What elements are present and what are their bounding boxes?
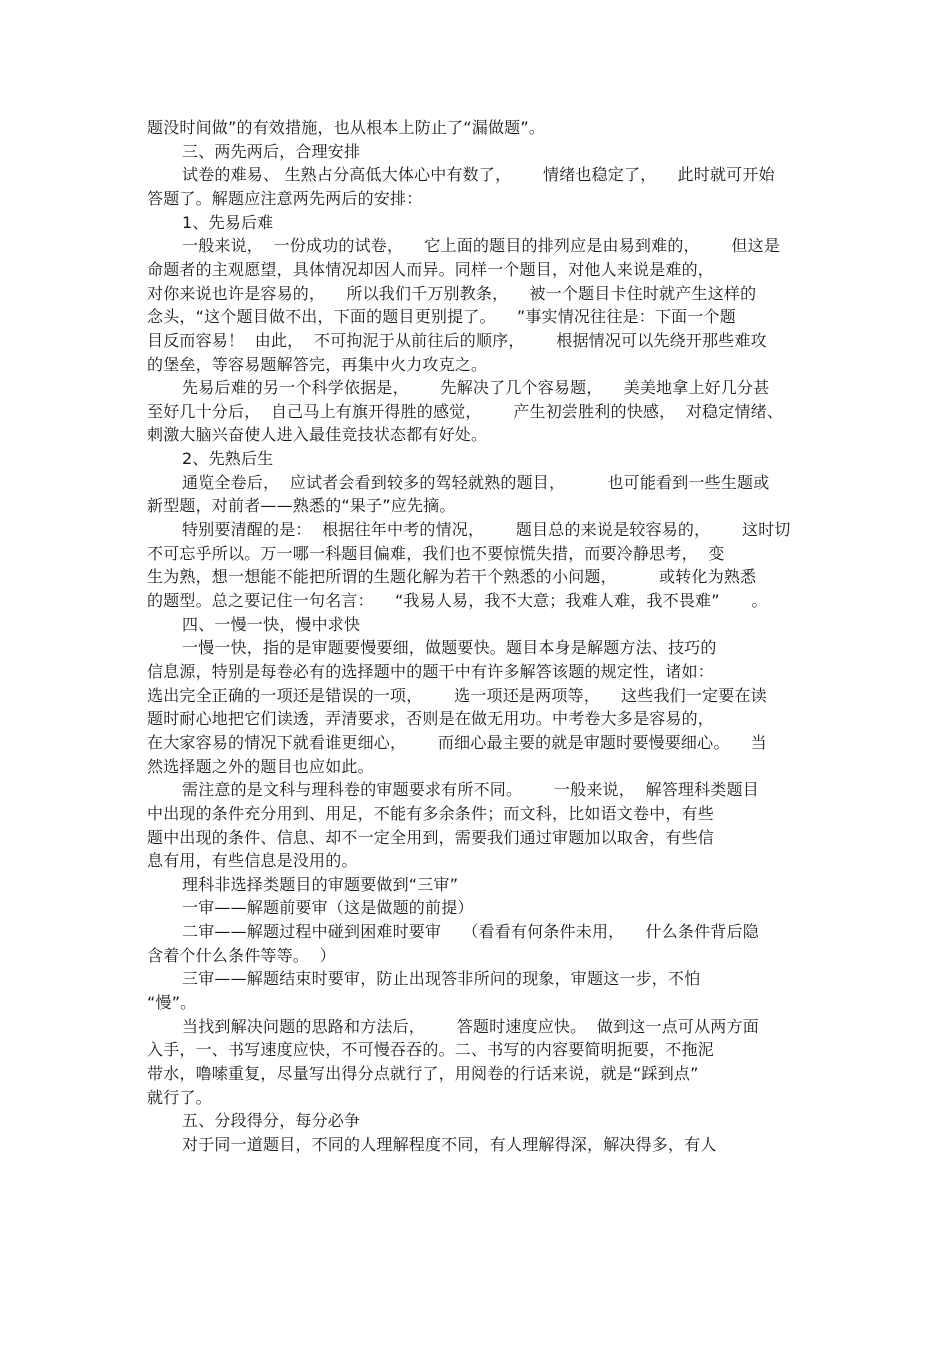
text-line: 先易后难的另一个科学依据是， 先解决了几个容易题， 美美地拿上好几分甚 xyxy=(182,378,770,397)
text-line: 含着个什么条件等等。 ） xyxy=(147,946,336,965)
text-line: 刺激大脑兴奋使人进入最佳竞技状态都有好处。 xyxy=(147,425,488,444)
text-line: 带水，噜嗦重复，尽量写出得分点就行了，用阅卷的行话来说，就是“踩到点” xyxy=(147,1064,699,1083)
text-line: 对于同一道题目，不同的人理解程度不同，有人理解得深，解决得多，有人 xyxy=(182,1135,717,1154)
text-line: 三审——解题结束时要审，防止出现答非所问的现象，审题这一步，不怕 xyxy=(182,969,701,988)
text-line: 题时耐心地把它们读透，弄清要求，否则是在做无用功。中考卷大多是容易的， xyxy=(147,709,715,728)
text-line: 一般来说， 一份成功的试卷， 它上面的题目的排列应是由易到难的， 但这是 xyxy=(182,236,781,255)
text-line: 二审——解题过程中碰到困难时要审 （看看有何条件未用， 什么条件背后隐 xyxy=(182,922,759,941)
text-line: 目反而容易！ 由此， 不可拘泥于从前往后的顺序， 根据情况可以先绕开那些难攻 xyxy=(147,331,767,350)
text-line: 的题型。总之要记住一句名言： “我易人易，我不大意；我难人难，我不畏难” 。 xyxy=(147,591,768,610)
text-line: 试卷的难易、 生熟占分高低大体心中有数了， 情绪也稳定了， 此时就可开始 xyxy=(182,165,775,184)
text-line: 题中出现的条件、信息、却不一定全用到，需要我们通过审题加以取舍，有些信 xyxy=(147,828,715,847)
text-line: 四、一慢一快，慢中求快 xyxy=(182,615,361,634)
text-line: 通览全卷后， 应试者会看到较多的驾轻就熟的题目， 也可能看到一些生题或 xyxy=(182,473,770,492)
text-line: 在大家容易的情况下就看谁更细心， 而细心最主要的就是审题时要慢要细心。 当 xyxy=(147,733,767,752)
text-line: 至好几十分后， 自己马上有旗开得胜的感觉， 产生初尝胜利的快感， 对稳定情绪、 xyxy=(147,402,784,421)
text-line: 1、先易后难 xyxy=(182,213,274,232)
text-line: 生为熟，想一想能不能把所谓的生题化解为若干个熟悉的小问题， 或转化为熟悉 xyxy=(147,567,757,586)
text-line: 对你来说也许是容易的， 所以我们千万别教条， 被一个题目卡住时就产生这样的 xyxy=(147,284,757,303)
text-line: 一慢一快，指的是审题要慢要细，做题要快。题目本身是解题方法、技巧的 xyxy=(182,638,717,657)
text-line: 中出现的条件充分用到、用足，不能有多余条件；而文科，比如语文卷中，有些 xyxy=(147,804,715,823)
text-line: 息有用，有些信息是没用的。 xyxy=(147,851,358,870)
text-line: 然选择题之外的题目也应如此。 xyxy=(147,757,374,776)
text-line: 选出完全正确的一项还是错误的一项， 选一项还是两项等， 这些我们一定要在读 xyxy=(147,686,767,705)
text-line: 入手，一、书写速度应快，不可慢吞吞的。二、书写的内容要简明扼要，不拖泥 xyxy=(147,1040,715,1059)
text-line: 信息源，特别是每卷必有的选择题中的题干中有许多解答该题的规定性，诸如： xyxy=(147,662,715,681)
text-line: 五、分段得分，每分必争 xyxy=(182,1111,361,1130)
text-line: “慢”。 xyxy=(147,993,197,1012)
text-line: 特别要清醒的是： 根据往年中考的情况， 题目总的来说是较容易的， 这时切 xyxy=(182,520,791,539)
text-line: 命题者的主观愿望，具体情况却因人而异。同样一个题目，对他人来说是难的， xyxy=(147,260,715,279)
text-line: 三、两先两后，合理安排 xyxy=(182,142,361,161)
text-line: 需注意的是文科与理科卷的审题要求有所不同。 一般来说， 解答理科类题目 xyxy=(182,780,759,799)
text-line: 新型题，对前者——熟悉的“果子”应先摘。 xyxy=(147,496,456,515)
text-line: 题没时间做”的有效措施，也从根本上防止了“漏做题”。 xyxy=(147,118,546,137)
text-line: 的堡垒，等容易题解答完，再集中火力攻克之。 xyxy=(147,355,488,374)
text-line: 理科非选择类题目的审题要做到“三审” xyxy=(182,875,459,894)
text-line: 答题了。解题应注意两先两后的安排： xyxy=(147,189,423,208)
text-line: 一审——解题前要审（这是做题的前提） xyxy=(182,898,474,917)
text-line: 当找到解决问题的思路和方法后， 答题时速度应快。 做到这一点可从两方面 xyxy=(182,1017,759,1036)
text-line: 念头，“这个题目做不出，下面的题目更别提了。 ”事实情况往往是：下面一个题 xyxy=(147,307,736,326)
text-line: 就行了。 xyxy=(147,1088,212,1107)
text-line: 不可忘乎所以。万一哪一科题目偏难，我们也不要惊慌失措，而要冷静思考， 变 xyxy=(147,544,725,563)
text-line: 2、先熟后生 xyxy=(182,449,274,468)
